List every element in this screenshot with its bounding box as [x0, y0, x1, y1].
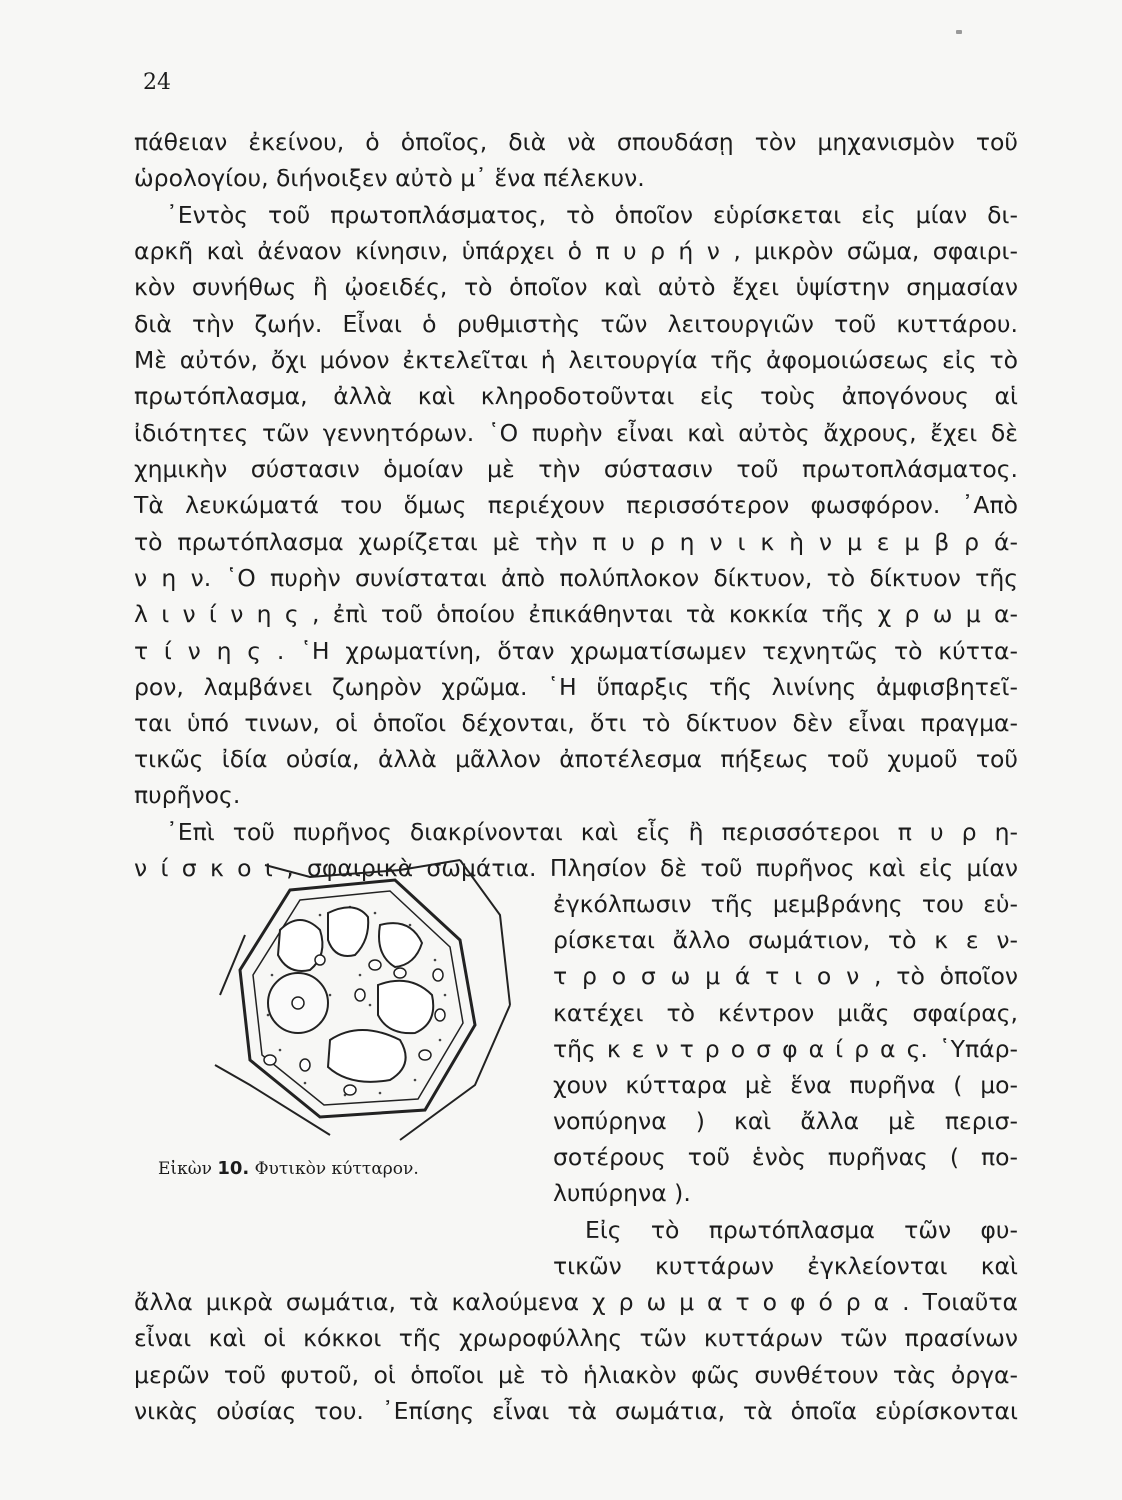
text-line: τικῶς ἰδία οὐσία, ἀλλὰ μᾶλλον ἀποτέλεσμα πήξεως τοῦ χυμοῦ τοῦ — [134, 745, 1018, 773]
text-line: τ ρ ο σ ω μ ά τ ι ο ν , τὸ ὁποῖον — [553, 962, 1018, 990]
text-line: αρκῆ καὶ ἀέναον κίνησιν, ὑπάρχει ὁ π υ ρ ή ν , μικρὸν σῶμα, σφαιρι- — [134, 237, 1018, 265]
nucleus — [268, 973, 328, 1033]
text-line: μερῶν τοῦ φυτοῦ, οἱ ὁποῖοι μὲ τὸ ἡλιακὸν φῶς συνθέτουν τὰς ὀργα- — [134, 1361, 1018, 1389]
cell-wall — [265, 860, 460, 877]
text-line: πυρῆνος. — [134, 781, 241, 809]
text-line: λυπύρηνα ). — [553, 1179, 691, 1207]
text-line: κὸν συνήθως ἢ ᾠοειδές, τὸ ὁποῖον καὶ αὐτὸ ἔχει ὑψίστην σημασίαν — [134, 273, 1018, 301]
text-line: χουν κύτταρα μὲ ἕνα πυρῆνα ( μο- — [553, 1071, 1018, 1099]
text-line: λ ι ν ί ν η ς , ἐπὶ τοῦ ὁποίου ἐπικάθηνται τὰ κοκκία τῆς χ ρ ω μ α- — [134, 600, 1018, 628]
text-line: νοπύρηνα ) καὶ ἄλλα μὲ περισ- — [553, 1107, 1018, 1135]
text-line: χημικὴν σύστασιν ὁμοίαν μὲ τὴν σύστασιν τοῦ πρωτοπλάσματος. — [134, 455, 1018, 483]
plant-cell-figure — [210, 855, 540, 1145]
caption-text: Φυτικὸν κύτταρον. — [254, 1159, 419, 1179]
caption-number: 10. — [217, 1158, 250, 1179]
text-line: Μὲ αὐτόν, ὄχι μόνον ἐκτελεῖται ἡ λειτουργία τῆς ἀφομοιώσεως εἰς τὸ — [134, 346, 1018, 374]
text-line: πρωτόπλασμα, ἀλλὰ καὶ κληροδοτοῦνται εἰς τοὺς ἀπογόνους αἱ — [134, 382, 1018, 410]
text-line: ν η ν. ῾Ο πυρὴν συνίσταται ἀπὸ πολύπλοκον δίκτυον, τὸ δίκτυον τῆς — [134, 564, 1018, 592]
caption-label: Εἰκὼν — [158, 1159, 212, 1179]
text-line: κατέχει τὸ κέντρον μιᾶς σφαίρας, — [553, 999, 1018, 1027]
text-line: διὰ τὴν ζωήν. Εἶναι ὁ ρυθμιστὴς τῶν λειτουργιῶν τοῦ κυττάρου. — [134, 310, 1018, 338]
figure-caption — [158, 1158, 419, 1179]
text-line: νικὰς οὐσίας του. ᾽Επίσης εἶναι τὰ σωμάτια, τὰ ὁποῖα εὑρίσκονται — [134, 1397, 1018, 1425]
text-line: τῆς κ ε ν τ ρ ο σ φ α ί ρ α ς. ῾Υπάρ- — [553, 1035, 1018, 1063]
text-line: τικῶν κυττάρων ἐγκλείονται καὶ — [553, 1252, 1018, 1280]
text-line: ᾽Εντὸς τοῦ πρωτοπλάσματος, τὸ ὁποῖον εὑρίσκεται εἰς μίαν δι- — [166, 201, 1018, 229]
text-line: πάθειαν ἐκείνου, ὁ ὁποῖος, διὰ νὰ σπουδάσῃ τὸν μηχανισμὸν τοῦ — [134, 128, 1018, 156]
text-line: ἐγκόλπωσιν τῆς μεμβράνης του εὑ- — [553, 890, 1018, 918]
text-line: ται ὑπό τινων, οἱ ὁποῖοι δέχονται, ὅτι τὸ δίκτυον δὲν εἶναι πραγμα- — [134, 709, 1018, 737]
text-line: Τὰ λευκώματά του ὅμως περιέχουν περισσότερον φωσφόρον. ᾽Απὸ — [134, 491, 1018, 519]
nucleolus — [292, 997, 304, 1009]
text-line: Εἰς τὸ πρωτόπλασμα τῶν φυ- — [585, 1216, 1018, 1244]
text-line: τ ί ν η ς . ῾Η χρωματίνη, ὅταν χρωματίσωμεν τεχνητῶς τὸ κύττα- — [134, 637, 1018, 665]
text-line: εἶναι καὶ οἱ κόκκοι τῆς χρωροφύλλης τῶν κυττάρων τῶν πρασίνων — [134, 1324, 1018, 1352]
cell-wall — [215, 1065, 330, 1135]
text-line: ὡρολογίου, διήνοιξεν αὐτὸ μ᾽ ἕνα πέλεκυν. — [134, 164, 645, 192]
text-line: τὸ πρωτόπλασμα χωρίζεται μὲ τὴν π υ ρ η ν ι κ ὴ ν μ ε μ β ρ ά- — [134, 528, 1018, 556]
text-line: ᾽Επὶ τοῦ πυρῆνος διακρίνονται καὶ εἷς ἢ περισσότεροι π υ ρ η- — [166, 818, 1018, 846]
page-number: 24 — [143, 70, 171, 95]
text-line: ἰδιότητες τῶν γεννητόρων. ῾Ο πυρὴν εἶναι καὶ αὐτὸς ἄχρους, ἔχει δὲ — [134, 419, 1018, 447]
text-line: ρον, λαμβάνει ζωηρὸν χρῶμα. ῾Η ὕπαρξις τῆς λινίνης ἀμφισβητεῖ- — [134, 673, 1018, 701]
text-line: ἄλλα μικρὰ σωμάτια, τὰ καλούμενα χ ρ ω μ α τ ο φ ό ρ α . Τοιαῦτα — [134, 1288, 1018, 1316]
text-line: ρίσκεται ἄλλο σωμάτιον, τὸ κ ε ν- — [553, 926, 1018, 954]
print-speck — [956, 30, 962, 34]
text-line: ν ί σ κ ο ι , σφαιρικὰ σωμάτια. Πλησίον δὲ τοῦ πυρῆνος καὶ εἰς μίαν — [134, 854, 1018, 882]
text-line: σοτέρους τοῦ ἑνὸς πυρῆνας ( πο- — [553, 1143, 1018, 1171]
